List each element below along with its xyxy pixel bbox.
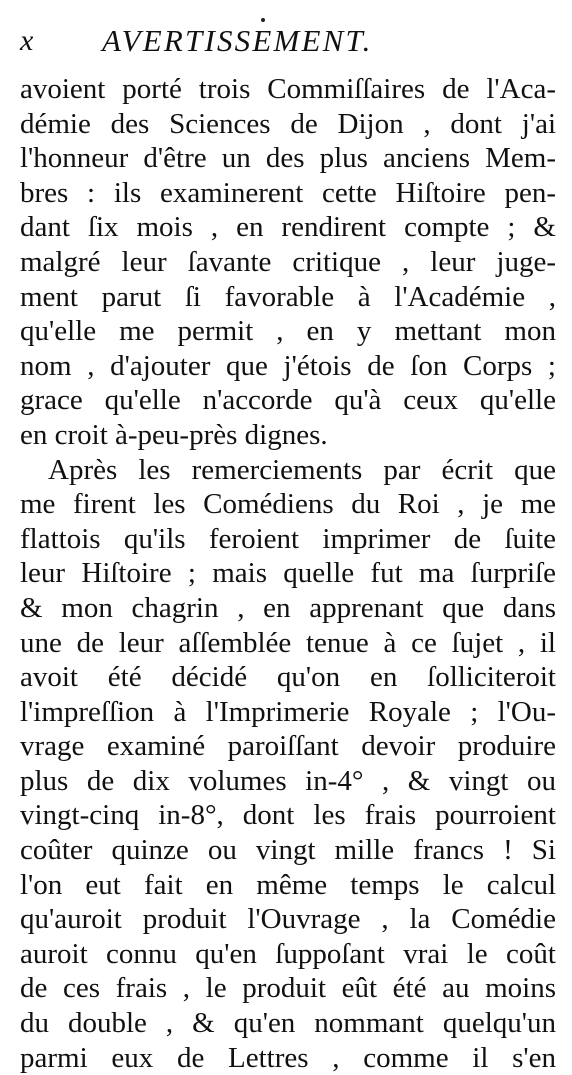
text-line: l'honneur d'être un des plus anciens Mem- [20,142,556,175]
text-line: bres : ils examinerent cette Hiſtoire pen- [20,176,556,209]
printer-dot [261,18,265,22]
text-line: l'on eut fait en même temps le calcul [20,868,556,901]
text-line: ment parut ſi favorable à l'Académie , [20,280,556,313]
text-line: Après les remerciements par écrit que [48,453,556,486]
text-line: du double , & qu'en nommant quelqu'un [20,1007,556,1040]
text-line: flattois qu'ils feroient imprimer de ſuite [20,522,556,555]
text-line: avoient porté trois Commiſſaires de l'Aca- [20,73,556,105]
text-line: avoit été décidé qu'on en ſolliciteroit [20,661,556,694]
text-line: grace qu'elle n'accorde qu'à ceux qu'elle [20,384,556,417]
text-line: en croit à-peu-près dignes. [20,418,328,451]
text-line: dant ſix mois , en rendirent compte ; & [20,211,556,244]
text-line: une de leur aſſemblée tenue à ce ſujet , il [20,626,556,659]
text-line: l'impreſſion à l'Imprimerie Royale ; l'Ou- [20,695,556,728]
body-text [20,72,556,1075]
text-line: plus de dix volumes in-4° , & vingt ou [20,764,556,797]
text-line: qu'auroit produit l'Ouvrage , la Comédie [20,903,556,936]
text-line: démie des Sciences de Dijon , dont j'ai [20,107,556,140]
text-line: malgré leur ſavante critique , leur juge- [20,245,556,278]
running-head: AVERTISSEMENT. [102,23,373,58]
page-header [20,18,560,64]
text-line: vrage examiné paroiſſant devoir produire [20,730,556,763]
text-line: me firent les Comédiens du Roi , je me [20,488,556,521]
text-line: qu'elle me permit , en y mettant mon [20,315,556,348]
text-line: de ces frais , le produit eût été au moins [20,972,556,1005]
text-line: leur Hiſtoire ; mais quelle fut ma ſurpriſe [20,557,556,590]
text-line: & mon chagrin , en apprenant que dans [20,591,556,624]
text-line: nom , d'ajouter que j'étois de ſon Corps ; [20,349,556,382]
text-line: coûter quinze ou vingt mille francs ! Si [20,834,556,867]
text-line: parmi eux de Lettres , comme il s'en [20,1041,556,1074]
page-number: x [20,24,34,57]
text-line: vingt-cinq in-8°, dont les frais pourroient [20,799,556,832]
text-line: auroit connu qu'en ſuppoſant vrai le coût [20,937,556,970]
